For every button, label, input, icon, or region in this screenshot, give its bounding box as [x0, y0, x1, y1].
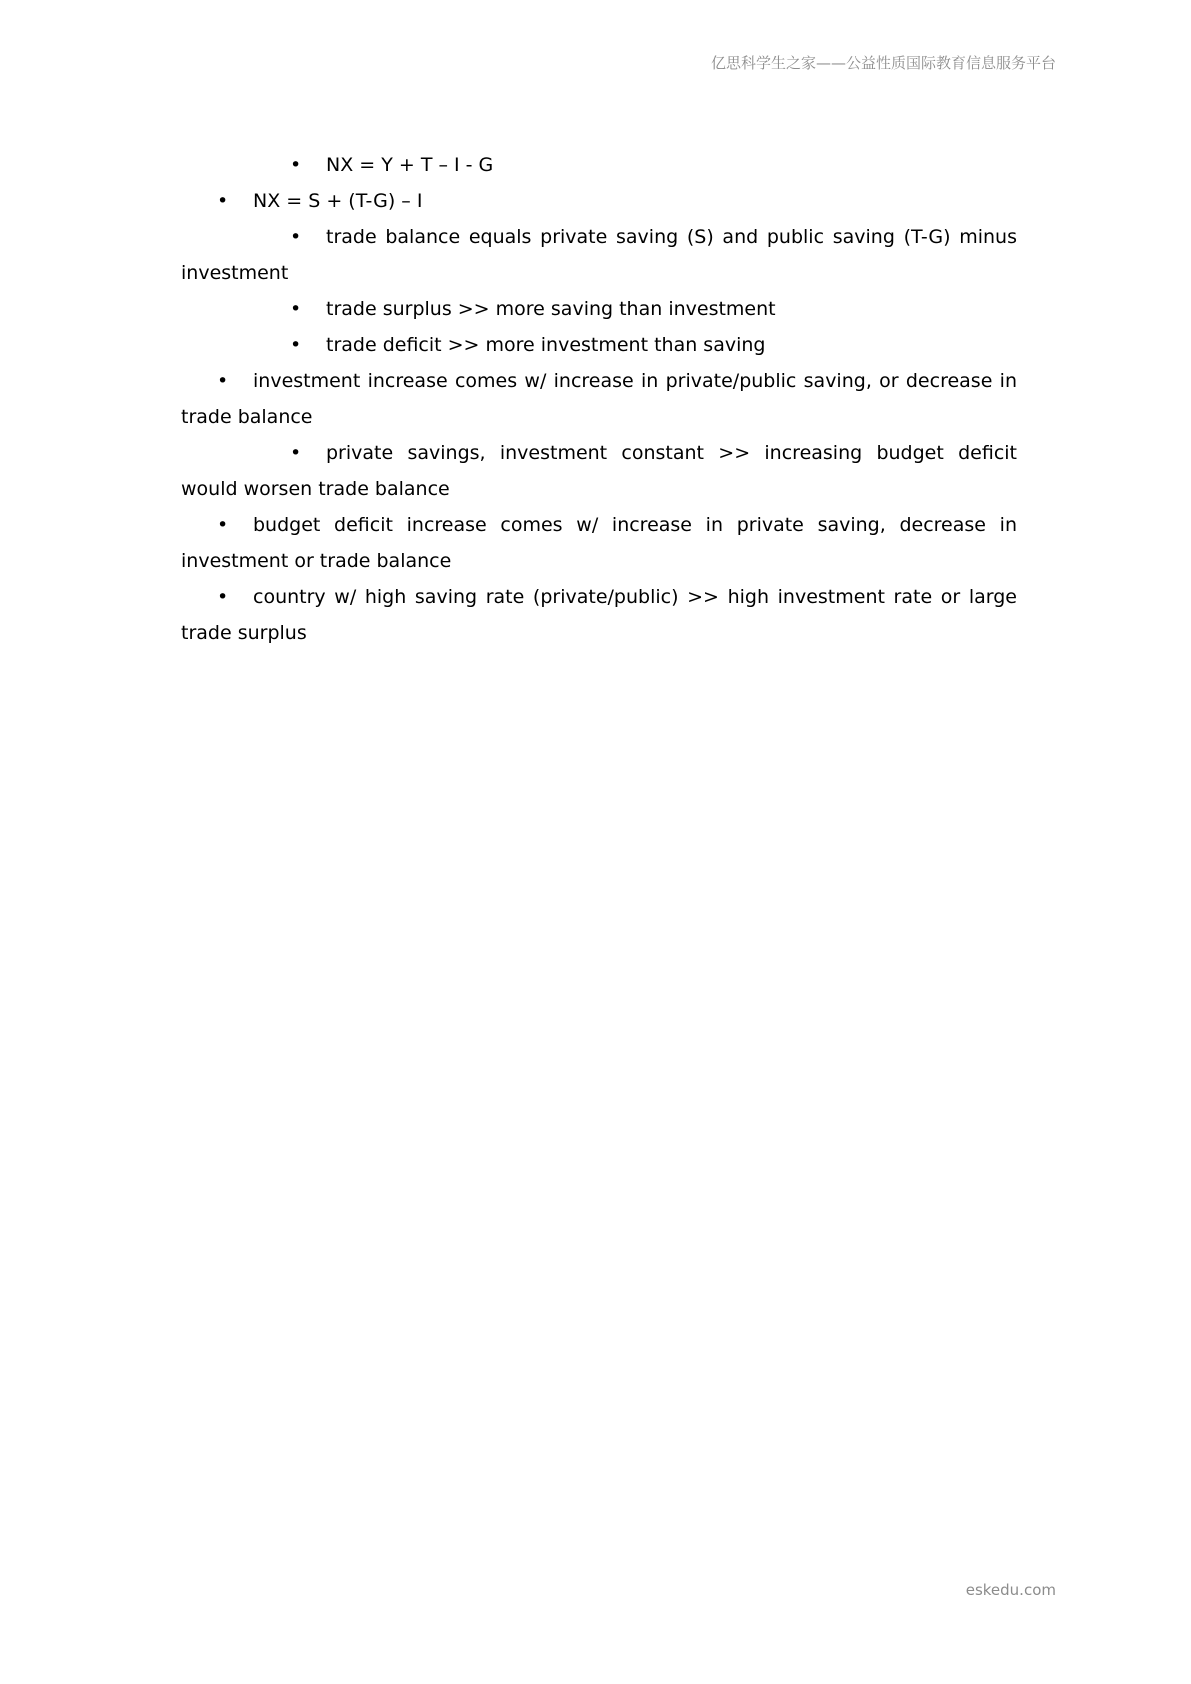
bullet-icon: •: [290, 226, 302, 248]
list-item: [181, 147, 1017, 183]
note-text: NX = Y + T – I - G: [326, 154, 494, 176]
bullet-icon: •: [290, 442, 302, 464]
note-text: budget deficit increase comes w/ increase in private saving, decrease in investment or trade balance: [181, 514, 1017, 572]
list-item: [181, 183, 1017, 219]
note-text: trade deficit >> more investment than saving: [326, 334, 766, 356]
note-text: trade balance equals private saving (S) and public saving (T-G) minus investment: [181, 226, 1017, 284]
note-text: investment increase comes w/ increase in private/public saving, or decrease in trade balance: [181, 370, 1017, 428]
note-text: private savings, investment constant >> increasing budget deficit would worsen trade balance: [181, 442, 1017, 500]
bullet-icon: •: [217, 514, 229, 536]
page-header: 亿思科学生之家——公益性质国际教育信息服务平台: [710, 54, 1056, 72]
list-item: [181, 579, 1017, 651]
bullet-icon: •: [290, 298, 302, 320]
list-item: [181, 507, 1017, 579]
bullet-icon: •: [217, 586, 229, 608]
note-text: trade surplus >> more saving than investment: [326, 298, 776, 320]
note-text: NX = S + (T-G) – I: [253, 190, 423, 212]
list-item: [181, 327, 1017, 363]
bullet-icon: •: [290, 154, 302, 176]
list-item: [181, 291, 1017, 327]
list-item: [181, 435, 1017, 507]
note-text: country w/ high saving rate (private/public) >> high investment rate or large trade surplus: [181, 586, 1017, 644]
bullet-icon: •: [217, 370, 229, 392]
list-item: [181, 219, 1017, 291]
bullet-icon: •: [290, 334, 302, 356]
notes-list: [181, 147, 1017, 651]
list-item: [181, 363, 1017, 435]
bullet-icon: •: [217, 190, 229, 212]
page-footer: eskedu.com: [965, 1581, 1056, 1599]
